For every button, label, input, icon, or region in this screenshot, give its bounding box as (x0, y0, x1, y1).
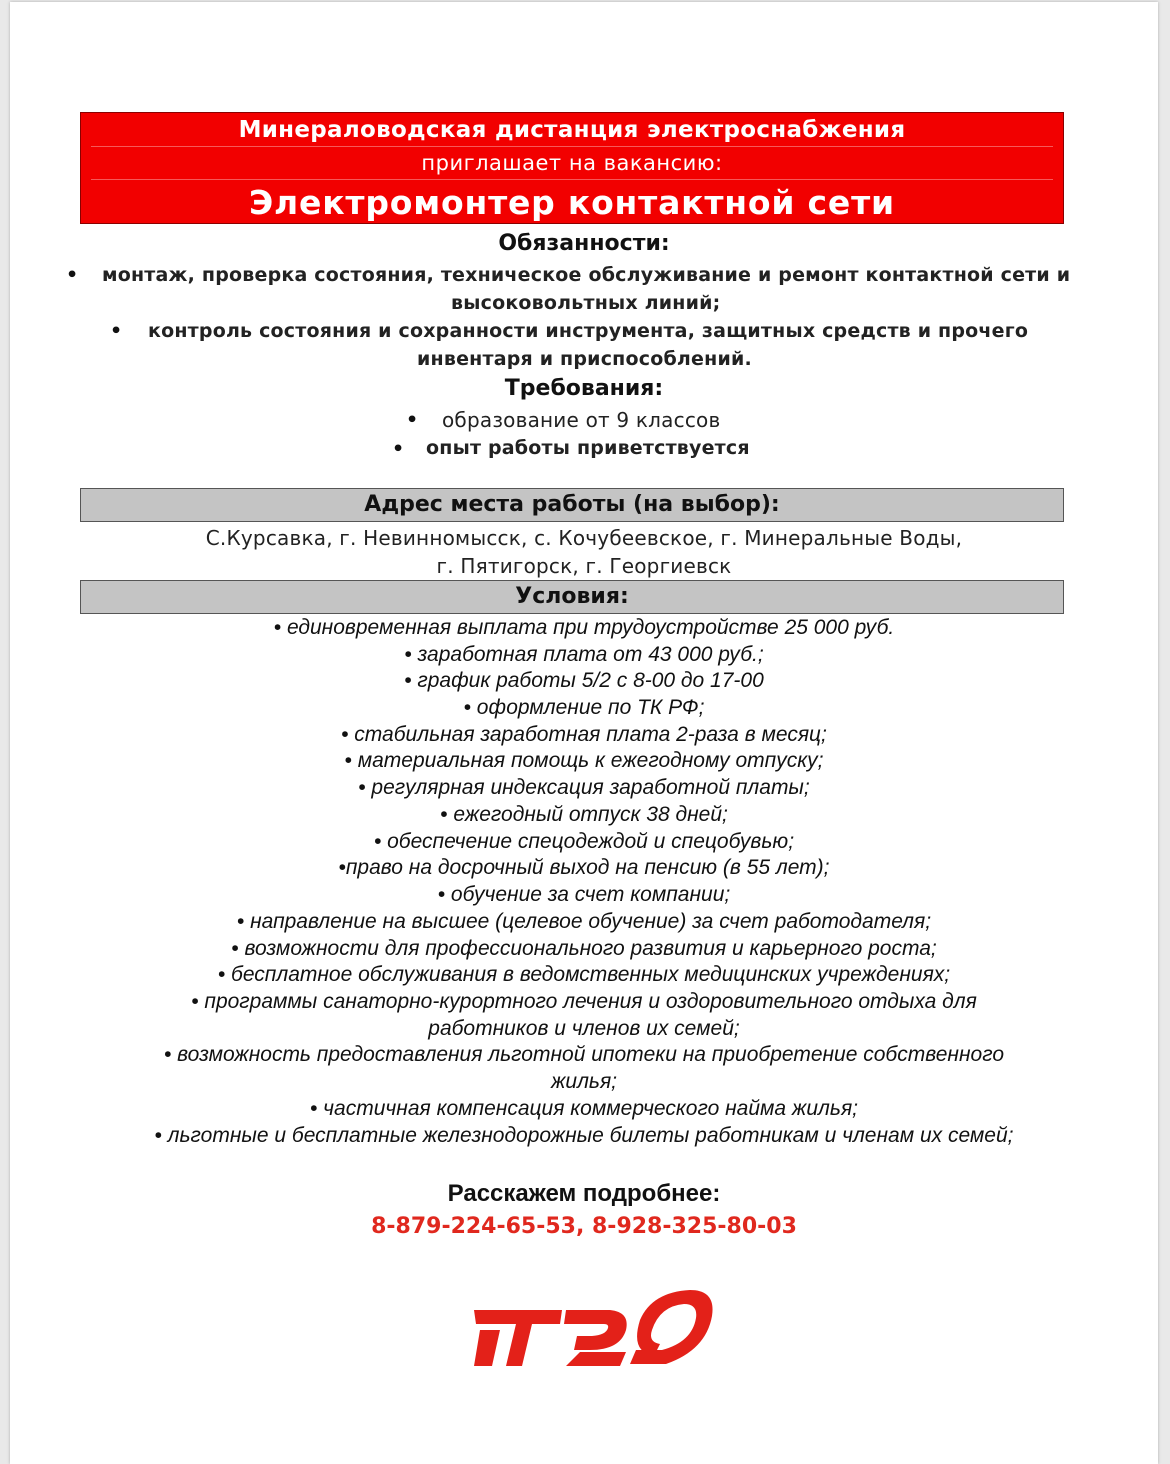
condition-line: работников и членов их семей; (428, 1017, 740, 1040)
condition-line: • обучение за счет компании; (437, 883, 731, 906)
requirements-heading: Требования: (504, 376, 664, 401)
condition-line: • оформление по ТК РФ; (463, 696, 705, 719)
condition-line: •право на досрочный выход на пенсию (в 55 лет); (338, 856, 830, 879)
bullet-icon: • (110, 320, 123, 342)
condition-line: жилья; (550, 1070, 618, 1093)
condition-line: • обеспечение спецодеждой и спецобувью; (373, 830, 795, 853)
bullet-icon: • (406, 409, 419, 431)
duty-1-line-2: высоковольтных линий; (451, 292, 721, 314)
condition-line: • частичная компенсация коммерческого найма жилья; (310, 1097, 858, 1120)
duty-2-line-2: инвентаря и приспособлений. (417, 348, 752, 370)
vacancy-title: Электромонтер контактной сети (249, 183, 895, 222)
condition-line: • льготные и бесплатные железнодорожные билеты работникам и членам их семей; (154, 1124, 1014, 1147)
address-line-1: С.Курсавка, г. Невинномысск, с. Кочубеевское, г. Минеральные Воды, (205, 526, 963, 550)
condition-line: • единовременная выплата при трудоустройстве 25 000 руб. (273, 616, 895, 639)
condition-line: • регулярная индексация заработной платы; (358, 776, 810, 799)
contact-label: Расскажем подробнее: (447, 1180, 721, 1207)
duty-1-line-1: монтаж, проверка состояния, техническое обслуживание и ремонт контактной сети и (102, 264, 1071, 286)
condition-line: • бесплатное обслуживания в ведомственных медицинских учреждениях; (217, 963, 951, 986)
bullet-icon: • (66, 264, 79, 286)
rzd-logo-icon (470, 1280, 715, 1370)
address-line-2: г. Пятигорск, г. Георгиевск (436, 554, 732, 578)
duties-heading: Обязанности: (498, 231, 670, 256)
requirement-1: образование от 9 классов (442, 408, 721, 432)
condition-line: • стабильная заработная плата 2-раза в месяц; (341, 723, 827, 746)
conditions-heading: Условия: (80, 580, 1064, 614)
requirement-2: опыт работы приветствуется (426, 437, 750, 459)
condition-line: • ежегодный отпуск 38 дней; (440, 803, 728, 826)
vacancy-header (80, 112, 1064, 224)
condition-line: • график работы 5/2 с 8-00 до 17-00 (404, 669, 764, 692)
company-name: Минераловодская дистанция электроснабжения (238, 117, 906, 143)
document-page (10, 2, 1158, 1464)
condition-line: • возможность предоставления льготной ипотеки на приобретение собственного (163, 1043, 1005, 1066)
condition-line: • материальная помощь к ежегодному отпуску; (344, 749, 824, 772)
condition-line: • заработная плата от 43 000 руб.; (404, 643, 764, 666)
contact-phones: 8-879-224-65-53, 8-928-325-80-03 (371, 1214, 797, 1239)
address-heading: Адрес места работы (на выбор): (80, 488, 1064, 522)
duty-2-line-1: контроль состояния и сохранности инструмента, защитных средств и прочего (148, 320, 1029, 342)
condition-line: • возможности для профессионального развития и карьерного роста; (231, 937, 937, 960)
invite-text: приглашает на вакансию: (421, 151, 723, 175)
condition-line: • направление на высшее (целевое обучение) за счет работодателя; (236, 910, 932, 933)
bullet-icon: • (392, 438, 405, 460)
condition-line: • программы санаторно-курортного лечения и оздоровительного отдыха для (191, 990, 977, 1013)
